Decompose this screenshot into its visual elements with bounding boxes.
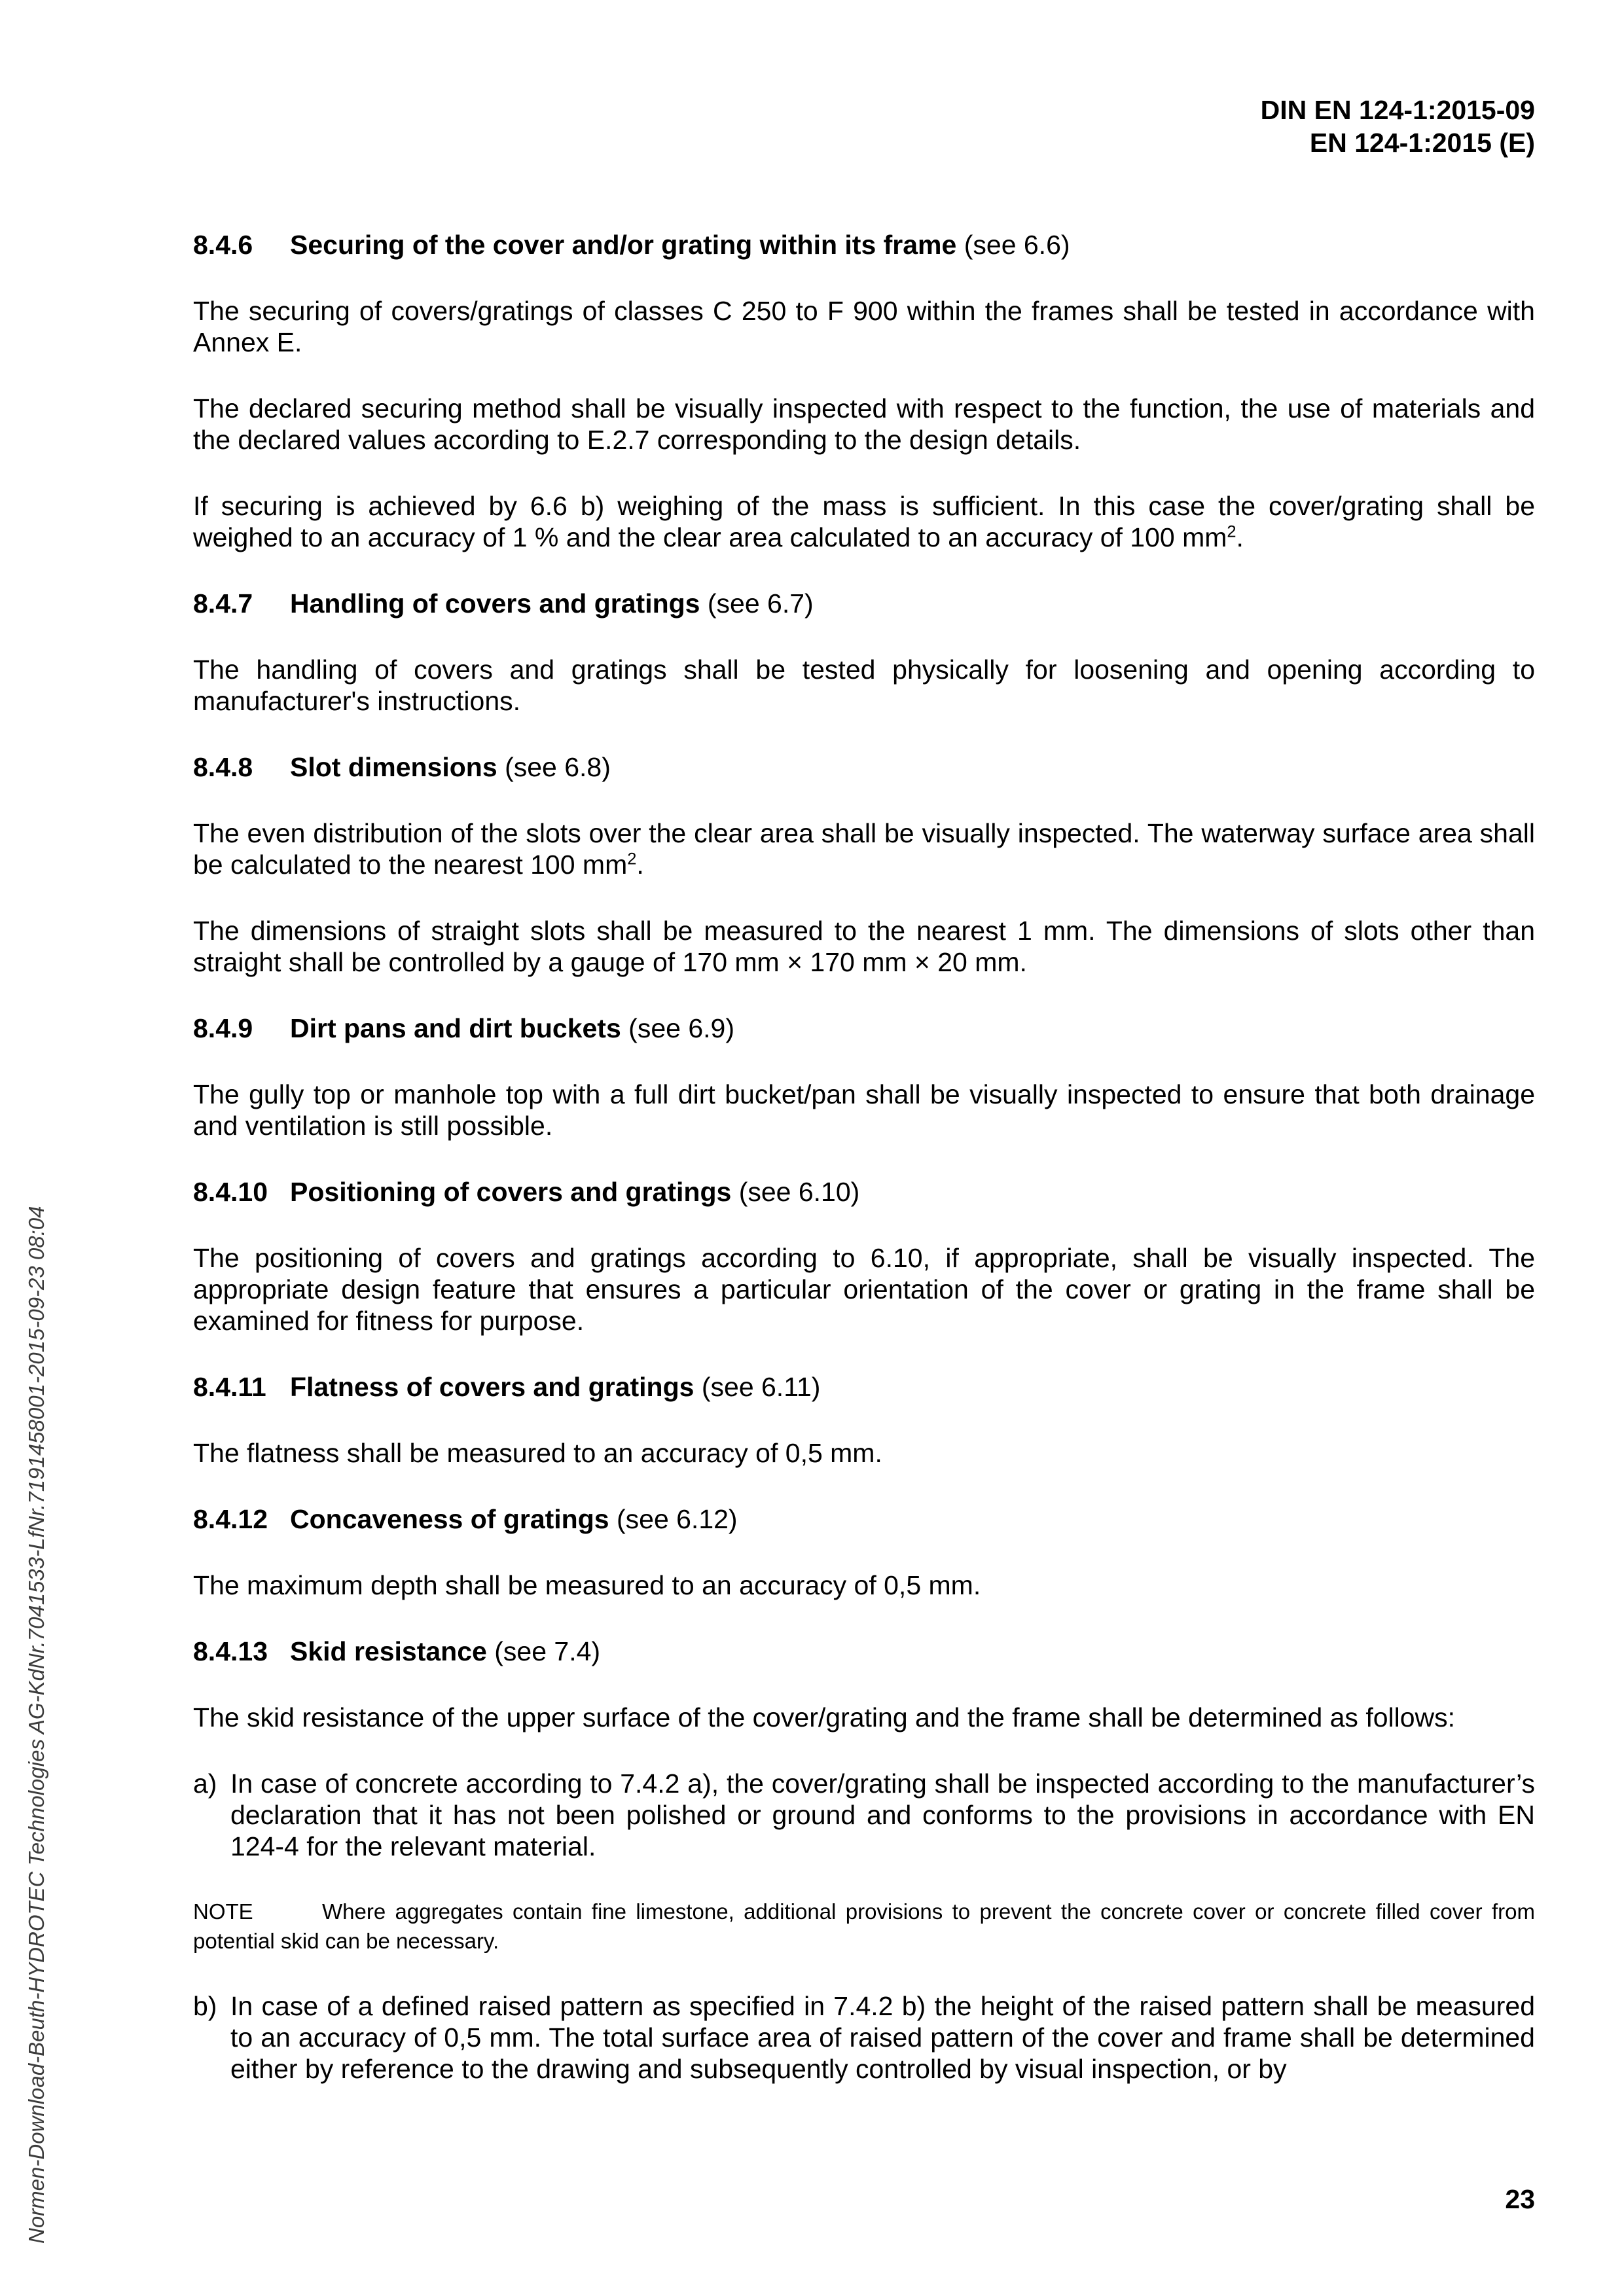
- page-number: 23: [1505, 2184, 1535, 2214]
- list-item-text: In case of a defined raised pattern as specified in 7.4.2 b) the height of the raised pattern shall be measured to an accuracy of 0,5 mm. The total surface area of raised pattern of the cover and frame shall be determined either by reference to the drawing and subsequently controlled by visual inspection, or by: [230, 1991, 1535, 2084]
- paragraph-weighing: [193, 490, 1535, 553]
- list-item-text: In case of concrete according to 7.4.2 a), the cover/grating shall be inspected according to the manufacturer’s declaration that it has not been polished or ground and conforms to the provisions in accordance with EN 124-4 for the relevant material.: [230, 1768, 1535, 1861]
- paragraph-flatness: The flatness shall be measured to an accuracy of 0,5 mm.: [193, 1438, 882, 1468]
- section-title: Handling of covers and gratings: [290, 588, 700, 619]
- list-item-label: a): [193, 1768, 217, 1799]
- paragraph-handling: The handling of covers and gratings shall be tested physically for loosening and opening according to manufacturer's instructions.: [193, 655, 1535, 716]
- section-number: 8.4.13: [193, 1636, 268, 1666]
- section-heading-8-4-7: [193, 588, 1535, 619]
- section-title: Dirt pans and dirt buckets: [290, 1013, 621, 1043]
- main-content: [193, 229, 1535, 2119]
- watermark-sidebar-text: Normen-Download-Beuth-HYDROTEC Technologies AG-KdNr.7041533-LfNr.7191458001-2015-09-23 08:04: [24, 1206, 48, 2244]
- paragraph-weighing-text: If securing is achieved by 6.6 b) weighing of the mass is sufficient. In this case the cover/grating shall be weighed to an accuracy of 1 % and the clear area calculated to an accuracy of 100 mm: [193, 491, 1535, 552]
- list-item-a: [193, 1768, 1535, 1862]
- section-see-ref: (see 6.6): [964, 230, 1070, 260]
- section-see-ref: (see 6.11): [701, 1372, 821, 1402]
- section-heading-8-4-10: [193, 1176, 1535, 1208]
- section-number: 8.4.7: [193, 588, 253, 619]
- section-title: Positioning of covers and gratings: [290, 1177, 732, 1207]
- paragraph-skid-intro: The skid resistance of the upper surface of the cover/grating and the frame shall be determined as follows:: [193, 1702, 1456, 1732]
- list-item-b: [193, 1990, 1535, 2085]
- section-title: Flatness of covers and gratings: [290, 1372, 695, 1402]
- paragraph-positioning: The positioning of covers and gratings according to 6.10, if appropriate, shall be visually inspected. The appropriate design feature that ensures a particular orientation of the cover or grating in the frame shall be examined for fitness for purpose.: [193, 1243, 1535, 1336]
- paragraph-weighing-end: .: [1236, 522, 1244, 552]
- section-heading-8-4-9: [193, 1013, 1535, 1044]
- section-number: 8.4.10: [193, 1177, 268, 1207]
- section-number: 8.4.6: [193, 230, 253, 260]
- section-number: 8.4.8: [193, 752, 253, 782]
- section-see-ref: (see 6.7): [707, 588, 814, 619]
- section-see-ref: (see 6.8): [505, 752, 611, 782]
- section-title: Slot dimensions: [290, 752, 497, 782]
- paragraph-slots-distribution-text: The even distribution of the slots over the clear area shall be visually inspected. The waterway surface area shall be calculated to the nearest 100 mm: [193, 818, 1535, 880]
- doc-reference-header: [1261, 94, 1535, 159]
- section-see-ref: (see 6.9): [628, 1013, 734, 1043]
- section-heading-8-4-11: [193, 1371, 1535, 1403]
- paragraph-slots-distribution-end: .: [636, 850, 644, 880]
- section-number: 8.4.12: [193, 1504, 268, 1534]
- section-number: 8.4.11: [193, 1372, 266, 1402]
- section-heading-8-4-8: [193, 751, 1535, 783]
- paragraph-declared-method: The declared securing method shall be visually inspected with respect to the function, the use of materials and the declared values according to E.2.7 corresponding to the design details.: [193, 393, 1535, 455]
- section-title: Skid resistance: [290, 1636, 487, 1666]
- superscript-2: 2: [627, 850, 637, 869]
- section-see-ref: (see 7.4): [494, 1636, 601, 1666]
- superscript-2: 2: [1227, 522, 1236, 541]
- paragraph-concaveness: The maximum depth shall be measured to an accuracy of 0,5 mm.: [193, 1570, 981, 1600]
- list-item-label: b): [193, 1991, 217, 2021]
- note-label: NOTE: [193, 1899, 253, 1924]
- note-paragraph: [193, 1897, 1535, 1956]
- note-text: Where aggregates contain fine limestone, additional provisions to prevent the concrete cover or concrete filled cover from potential skid can be necessary.: [193, 1899, 1535, 1953]
- section-see-ref: (see 6.10): [738, 1177, 860, 1207]
- section-heading-8-4-12: [193, 1503, 1535, 1535]
- paragraph-dirt: The gully top or manhole top with a full dirt bucket/pan shall be visually inspected to ensure that both drainage and ventilation is still possible.: [193, 1079, 1535, 1141]
- paragraph-securing-test: The securing of covers/gratings of classes C 250 to F 900 within the frames shall be tested in accordance with Annex E.: [193, 296, 1535, 357]
- section-heading-8-4-6: [193, 229, 1535, 260]
- section-see-ref: (see 6.12): [616, 1504, 738, 1534]
- doc-number-din: DIN EN 124-1:2015-09: [1260, 95, 1535, 125]
- paragraph-slots-distribution: [193, 817, 1535, 880]
- section-title: Securing of the cover and/or grating within its frame: [290, 230, 957, 260]
- paragraph-slots-dimensions: The dimensions of straight slots shall be measured to the nearest 1 mm. The dimensions of slots other than straight shall be controlled by a gauge of 170 mm × 170 mm × 20 mm.: [193, 916, 1535, 977]
- section-number: 8.4.9: [193, 1013, 253, 1043]
- doc-number-en: EN 124-1:2015 (E): [1309, 128, 1535, 158]
- section-heading-8-4-13: [193, 1636, 1535, 1667]
- section-title: Concaveness of gratings: [290, 1504, 609, 1534]
